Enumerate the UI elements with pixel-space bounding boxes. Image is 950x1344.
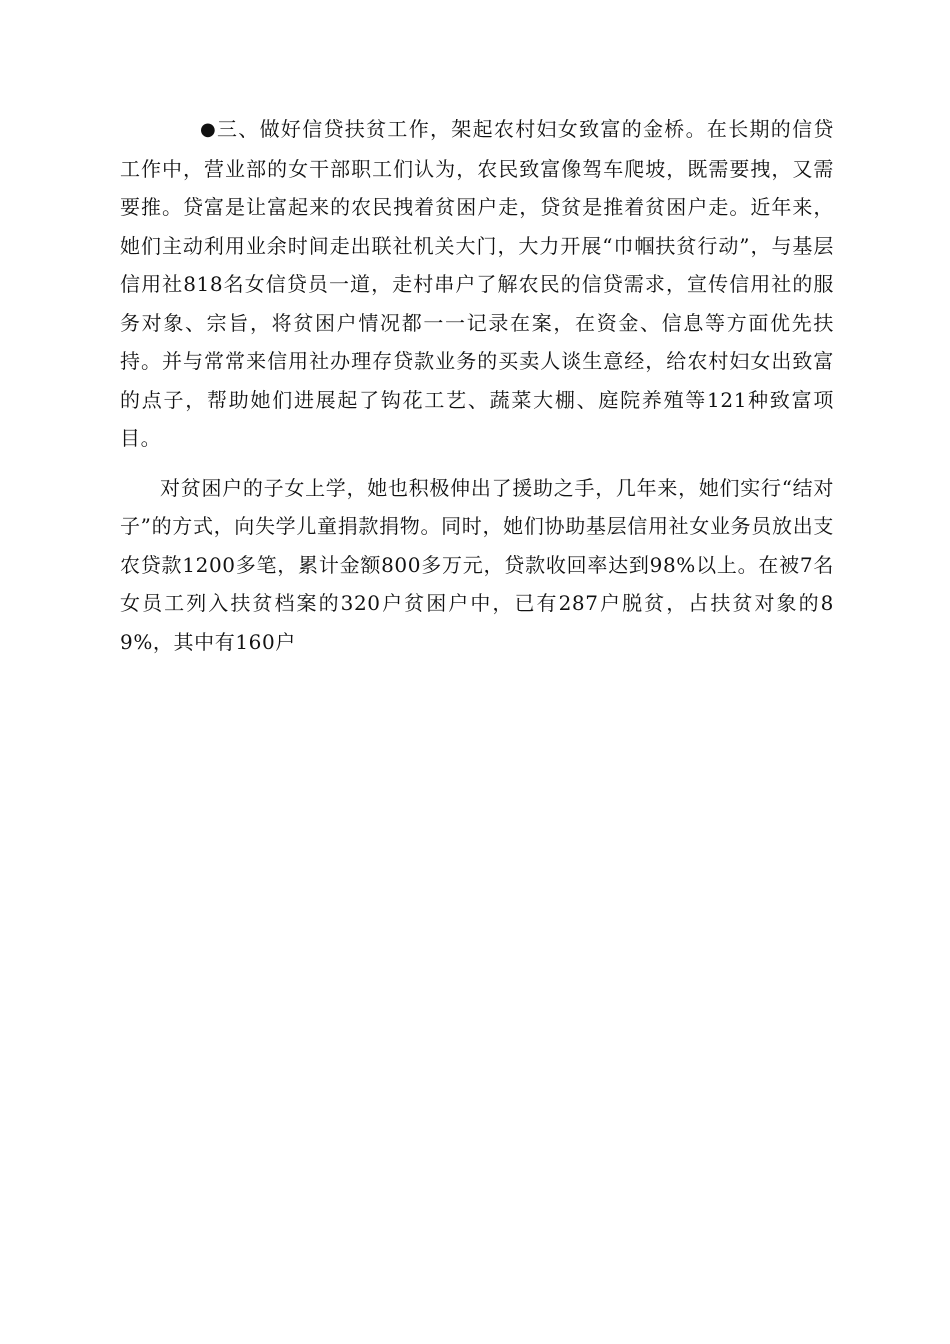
document-body [120, 110, 834, 661]
bullet-marker: ● [200, 119, 217, 140]
paragraph-credit-poverty-relief [120, 110, 834, 458]
paragraph-text: 对贫困户的子女上学，她也积极伸出了援助之手，几年来，她们实行“结对子”的方式，向失学儿童捐款捐物。同时，她们协助基层信用社女业务员放出支农贷款1200多笔，累计金额800多万元，贷款收回率达到98%以上。在被7名女员工列入扶贫档案的320户贫困户中，已有287户脱贫，占扶贫对象的89%，其中有160户 [120, 475, 834, 654]
paragraph-student-assistance [120, 469, 834, 662]
paragraph-text: 三、做好信贷扶贫工作，架起农村妇女致富的金桥。在长期的信贷工作中，营业部的女干部职工们认为，农民致富像驾车爬坡，既需要拽，又需要推。贷富是让富起来的农民拽着贫困户走，贷贫是推着贫困户走。近年来，她们主动利用业余时间走出联社机关大门，大力开展“巾帼扶贫行动”，与基层信用社818名女信贷员一道，走村串户了解农民的信贷需求，宣传信用社的服务对象、宗旨，将贫困户情况都一一记录在案，在资金、信息等方面优先扶持。并与常常来信用社办理存贷款业务的买卖人谈生意经，给农村妇女出致富的点子，帮助她们进展起了钩花工艺、蔬菜大棚、庭院养殖等121种致富项目。 [120, 117, 834, 450]
